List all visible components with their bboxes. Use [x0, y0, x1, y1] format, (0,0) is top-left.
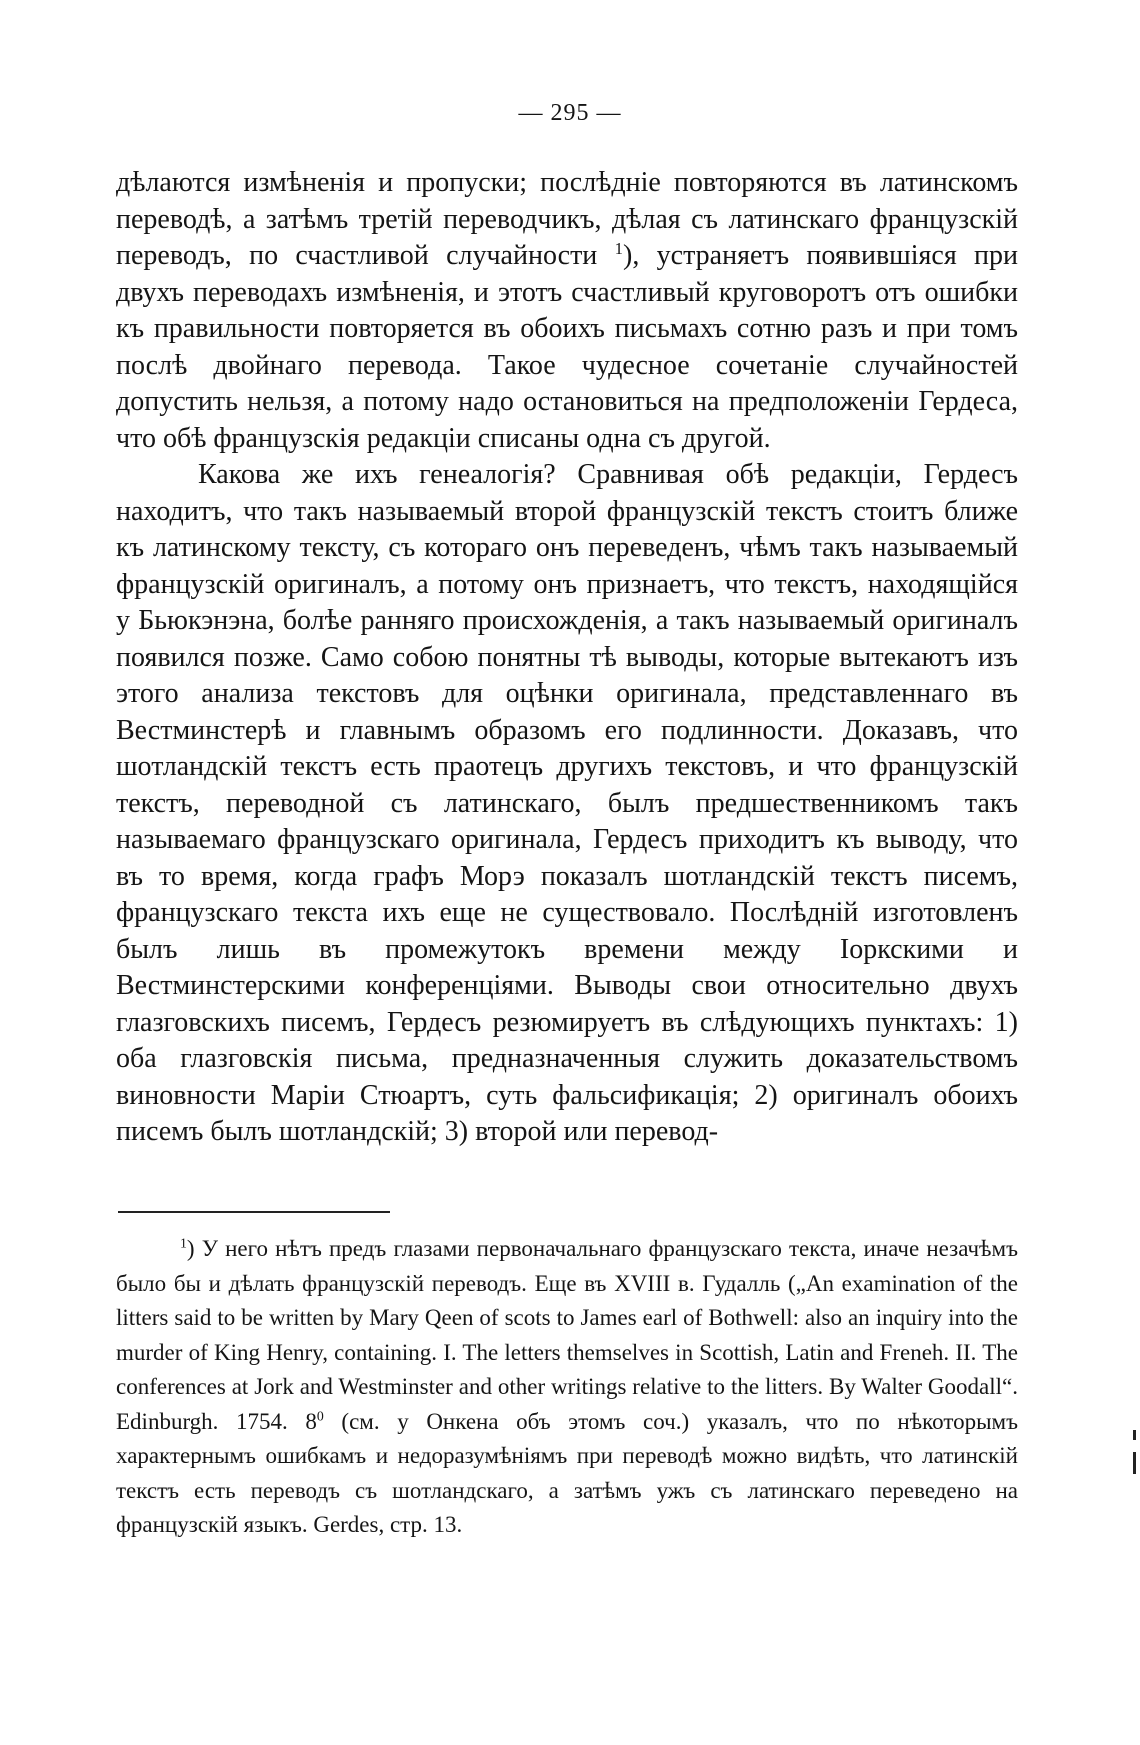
margin-mark: [1133, 1452, 1136, 1474]
page-number: — 295 —: [518, 100, 622, 126]
main-text: [116, 165, 1018, 1151]
footnotes: [116, 1232, 1018, 1543]
paragraph-1: [116, 165, 1018, 457]
paragraph-1-text-a: дѣлаются измѣненія и пропуски; послѣдніе повторяются въ латинскомъ переводѣ, а затѣмъ третій переводчикъ, дѣлая съ латинскаго французскій переводъ, по счастливой случайности: [116, 167, 1018, 271]
footnote-superscript: 0: [316, 1408, 324, 1424]
paragraph-2: Какова же ихъ генеалогія? Сравнивая обѣ редакціи, Гердесъ находитъ, что такъ называемый второй французскій текстъ стоитъ ближе къ латинскому тексту, съ котораго онъ переведенъ, чѣмъ такъ называемый французскій оригиналъ, а потому онъ признаетъ, что текстъ, находящійся у Бьюкэнэна, болѣе ранняго происхожденія, а такъ называемый оригиналъ появился позже. Само собою понятны тѣ выводы, которые вытекаютъ изъ этого анализа текстовъ для оцѣнки оригинала, представленнаго въ Вестминстерѣ и главнымъ образомъ его подлинности. Доказавъ, что шотландскій текстъ есть праотецъ другихъ текстовъ, и что французскій текстъ, переводной съ латинскаго, былъ предшественникомъ такъ называемаго французскаго оригинала, Гердесъ приходитъ къ выводу, что въ то время, когда графъ Морэ показалъ шотландскій текстъ писемъ, французскаго текста ихъ еще не существовало. Послѣдній изготовленъ былъ лишь въ промежутокъ времени между Іоркскими и Вестминстерскими конференціями. Выводы свои относительно двухъ глазговскихъ писемъ, Гердесъ резюмируетъ въ слѣдующихъ пунктахъ: 1) оба глазговскія письма, предназначенныя служить доказательствомъ виновности Маріи Стюартъ, суть фальсификація; 2) оригиналъ обоихъ писемъ былъ шотландскій; 3) второй или перевод-: [116, 459, 1018, 1147]
footnote-1: [116, 1232, 1018, 1543]
footnote-divider: [118, 1211, 390, 1213]
paragraph-1-text-b: ), устраняетъ появившіяся при двухъ переводахъ измѣненія, и этотъ счастливый круговоротъ отъ ошибки къ правильности повторяется въ обоихъ письмахъ сотню разъ и при томъ послѣ двойнаго перевода. Такое чудесное сочетаніе случайностей допустить нельзя, а потому надо остановиться на предположеніи Гердеса, что обѣ французскія редакціи списаны одна съ другой.: [116, 240, 1019, 454]
footnote-reference: 1: [614, 238, 624, 258]
footnote-text-a: ) У него нѣтъ предъ глазами первоначальнаго французскаго текста, иначе незачѣмъ было бы и дѣлать французскій переводъ. Еще въ XVIII в. Гудалль („An examination of the litters said to be written by Mary Qeen of scots to James earl of Bothwell: also an inquiry into the murder of King Henry, containing. I. The letters themselves in Scottish, Latin and Freneh. II. The conferences at Jork and Westminster and other writings relative to the litters. By Walter Goodall“. Edinburgh. 1754. 8: [116, 1236, 1018, 1434]
footnote-text-b: (см. у Онкена объ этомъ соч.) указалъ, что по нѣкоторымъ характернымъ ошибкамъ и недоразумѣніямъ при переводѣ можно видѣть, что латинскій текстъ есть переводъ съ шотландскаго, а затѣмъ ужъ съ латинскаго переведено на французскій языкъ. Gerdes, стр. 13.: [116, 1408, 1018, 1537]
margin-mark: [1133, 1430, 1136, 1440]
footnote-marker: 1: [180, 1235, 187, 1251]
